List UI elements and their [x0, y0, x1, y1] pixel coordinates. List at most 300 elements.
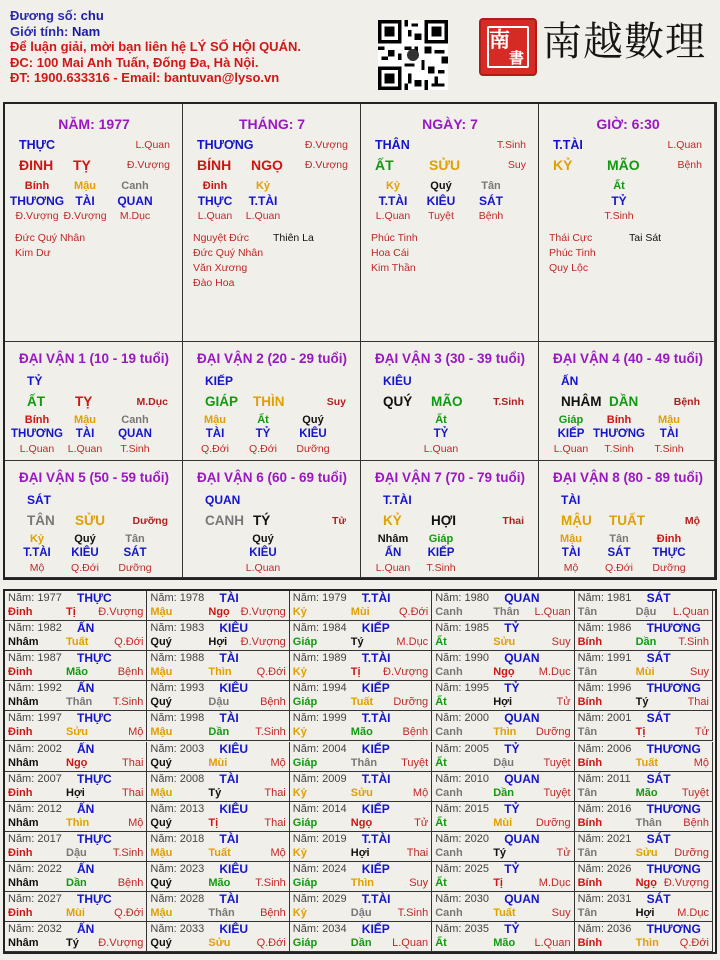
- year-cell[interactable]: [575, 651, 713, 681]
- year-label: Năm: 2029: [292, 893, 347, 905]
- year-stage: T.Sinh: [255, 876, 286, 889]
- year-ten-god: T.TÀI: [361, 892, 391, 906]
- year-branch: Thìn: [493, 726, 517, 739]
- dai-van-hidden-ten-god: KIẾP: [557, 428, 585, 440]
- earthly-branch: MÃO: [607, 157, 640, 173]
- year-stem: Canh: [435, 786, 463, 799]
- year-cell[interactable]: [432, 681, 574, 711]
- year-branch: Mùi: [350, 606, 370, 618]
- year-ten-god: KIÊU: [219, 861, 249, 876]
- dai-van-hidden-ten-god: THƯƠNG: [593, 428, 645, 440]
- year-cell[interactable]: [290, 892, 432, 922]
- pillar-title: THÁNG: 7: [238, 116, 306, 132]
- year-label: Năm: 2013: [150, 802, 205, 815]
- year-branch: Mão: [493, 937, 516, 950]
- year-label: Năm: 2015: [435, 802, 489, 815]
- dai-van-branch: TÝ: [253, 513, 271, 528]
- year-stage: Mộ: [270, 846, 286, 859]
- year-cell[interactable]: [290, 922, 432, 952]
- year-cell[interactable]: [432, 922, 574, 952]
- year-label: Năm: 1993: [150, 682, 205, 695]
- year-branch: Tị: [208, 816, 219, 829]
- year-stem: Canh: [435, 907, 463, 919]
- year-cell[interactable]: [575, 832, 713, 862]
- shen-sha-item: Quy Lộc: [549, 262, 589, 274]
- year-ten-god: SÁT: [646, 651, 671, 666]
- year-ten-god: KIẾP: [361, 801, 390, 816]
- dai-van-1: [5, 342, 183, 461]
- year-stem: Quý: [150, 816, 172, 829]
- year-ten-god: THỰC: [77, 771, 112, 786]
- branch-stage: Bệnh: [677, 159, 702, 171]
- year-cell[interactable]: [575, 591, 713, 621]
- year-stage: Thai: [121, 786, 144, 799]
- brand-title: 南越數理: [542, 19, 706, 65]
- dai-van-title: ĐẠI VẬN 6 (60 - 69 tuổi): [196, 470, 348, 485]
- year-cell[interactable]: [147, 802, 289, 832]
- year-cell[interactable]: [575, 772, 713, 802]
- year-cell[interactable]: [147, 711, 289, 741]
- year-ten-god: THỰC: [77, 831, 112, 846]
- dai-van-stem: MẬU: [561, 513, 592, 528]
- year-cell[interactable]: [575, 892, 713, 922]
- year-cell[interactable]: [575, 711, 713, 741]
- year-cell[interactable]: [147, 681, 289, 711]
- year-ten-god: T.TÀI: [361, 831, 391, 846]
- year-label: Năm: 2012: [8, 802, 62, 815]
- year-stage: Đ.Vượng: [98, 937, 144, 950]
- year-stem: Canh: [435, 666, 463, 679]
- year-branch: Ngọ: [350, 816, 373, 829]
- year-stage: Đ.Vượng: [98, 606, 144, 618]
- year-stem: Ất: [435, 937, 447, 950]
- gender-value: Nam: [71, 23, 101, 39]
- year-stage: T.Sinh: [678, 636, 709, 649]
- year-label: Năm: 1985: [435, 622, 489, 635]
- year-cell[interactable]: [432, 862, 574, 892]
- hidden-stem: Kỷ: [385, 180, 401, 192]
- earthly-branch: SỬU: [429, 157, 461, 173]
- year-branch: Sửu: [208, 937, 231, 950]
- year-label: Năm: 2007: [8, 772, 62, 785]
- shen-sha-item: Văn Xương: [193, 262, 248, 274]
- year-branch: Mùi: [66, 907, 85, 919]
- year-cell[interactable]: [290, 832, 432, 862]
- year-label: Năm: 2031: [577, 893, 632, 905]
- year-branch: Sửu: [66, 726, 89, 739]
- dai-van-hidden-stage: Dưỡng: [652, 562, 686, 574]
- year-cell[interactable]: [5, 922, 147, 952]
- hidden-stem: Bính: [24, 180, 50, 192]
- year-cell[interactable]: [290, 621, 432, 651]
- year-branch: Thân: [350, 756, 378, 769]
- year-cell[interactable]: [5, 651, 147, 681]
- year-label: Năm: 1986: [577, 622, 632, 635]
- dai-van-title: ĐẠI VẬN 5 (50 - 59 tuổi): [18, 470, 170, 485]
- year-cell[interactable]: [432, 802, 574, 832]
- year-cell[interactable]: [290, 591, 432, 621]
- year-label: Năm: 2014: [292, 802, 347, 815]
- pillar-2: [183, 104, 361, 342]
- phone-email-line[interactable]: ĐT: 1900.633316 - Email: bantuvan@lyso.vn: [10, 70, 280, 85]
- year-ten-god: KIÊU: [219, 801, 249, 816]
- dai-van-hidden-ten-god: KIÊU: [299, 428, 327, 440]
- year-branch: Hợi: [493, 696, 513, 709]
- year-branch: Mùi: [208, 756, 228, 769]
- pillar-title: GIỜ: 6:30: [596, 116, 660, 132]
- year-stage: Thai: [121, 756, 144, 769]
- year-label: Năm: 2036: [577, 923, 632, 936]
- year-stem: Ất: [435, 816, 447, 829]
- year-cell[interactable]: [432, 742, 574, 772]
- year-stage: Tuyệt: [401, 756, 429, 769]
- owner-label: Đương số:: [10, 8, 78, 23]
- year-branch: Tý: [350, 636, 364, 649]
- hidden-ten-god: THỰC: [197, 194, 233, 208]
- dai-van-stage: Suy: [326, 396, 346, 408]
- year-ten-god: SÁT: [646, 892, 671, 906]
- branch-stage: Đ.Vượng: [126, 159, 170, 171]
- year-cell[interactable]: [147, 862, 289, 892]
- year-stage: Dưỡng: [535, 816, 571, 829]
- year-stage: Bệnh: [117, 876, 144, 889]
- year-cell[interactable]: [575, 922, 713, 952]
- dai-van-title: ĐẠI VẬN 4 (40 - 49 tuổi): [552, 351, 704, 366]
- year-ten-god: T.TÀI: [361, 771, 391, 786]
- year-stage: Đ.Vượng: [240, 636, 286, 649]
- shen-sha-item: Nguyệt Đức: [193, 232, 250, 244]
- year-branch: Tị: [350, 666, 361, 679]
- dai-van-ten-god: TỶ: [27, 374, 43, 388]
- year-branch: Thân: [208, 907, 235, 919]
- year-label: Năm: 2006: [577, 742, 632, 755]
- year-ten-god: QUAN: [504, 831, 540, 846]
- year-ten-god: THỰC: [77, 591, 112, 605]
- year-ten-god: THƯƠNG: [646, 801, 701, 816]
- year-branch: Dậu: [208, 696, 230, 709]
- year-stem: Kỷ: [292, 666, 307, 679]
- year-branch: Dần: [208, 726, 230, 739]
- year-cell[interactable]: [432, 892, 574, 922]
- year-stage: Q.Đới: [114, 636, 144, 649]
- dai-van-hidden-stage: T.Sinh: [426, 562, 456, 574]
- hidden-stage: Đ.Vượng: [15, 210, 59, 222]
- year-cell[interactable]: [147, 591, 289, 621]
- year-stem: Ất: [435, 696, 447, 709]
- dai-van-hidden-ten-god: KIẾP: [427, 547, 455, 559]
- year-stem: Bính: [577, 756, 603, 769]
- year-stage: Bệnh: [402, 726, 429, 739]
- year-ten-god: KIÊU: [219, 681, 249, 696]
- year-cell[interactable]: [147, 651, 289, 681]
- year-label: Năm: 2021: [577, 832, 632, 845]
- year-ten-god: KIẾP: [361, 922, 390, 937]
- dai-van-hidden-ten-god: QUAN: [118, 428, 152, 440]
- year-stem: Tân: [577, 846, 598, 859]
- year-stem: Quý: [150, 937, 172, 950]
- year-cell[interactable]: [5, 591, 147, 621]
- year-ten-god: KIẾP: [361, 681, 390, 696]
- year-ten-god: ẤN: [77, 741, 95, 756]
- dai-van-hidden-stem: Tân: [609, 533, 629, 545]
- dai-van-hidden-ten-god: TÀI: [659, 428, 679, 440]
- year-stage: Tử: [414, 816, 429, 829]
- hidden-stem: Tân: [481, 180, 501, 192]
- year-label: Năm: 1987: [8, 652, 62, 665]
- year-branch: Ngọ: [66, 756, 88, 769]
- year-cell[interactable]: [575, 621, 713, 651]
- year-branch: Dậu: [350, 907, 372, 919]
- year-ten-god: THỰC: [77, 892, 112, 906]
- year-cell[interactable]: [5, 832, 147, 862]
- year-cell[interactable]: [5, 711, 147, 741]
- year-branch: Tuất: [208, 846, 231, 859]
- year-cell[interactable]: [432, 591, 574, 621]
- year-stem: Quý: [150, 636, 172, 649]
- hidden-ten-god: QUAN: [117, 194, 153, 208]
- year-ten-god: T.TÀI: [361, 711, 391, 726]
- year-cell[interactable]: [432, 711, 574, 741]
- dai-van-hidden-stem: Canh: [121, 414, 149, 426]
- year-cell[interactable]: [290, 742, 432, 772]
- year-stem: Đinh: [8, 786, 33, 799]
- dai-van-stage: Mộ: [684, 515, 700, 527]
- heavenly-stem: ĐINH: [19, 157, 54, 173]
- year-label: Năm: 2020: [435, 832, 489, 845]
- year-label: Năm: 2010: [435, 772, 489, 785]
- qr-code-icon[interactable]: [378, 20, 448, 90]
- year-stage: M.Dục: [396, 636, 429, 649]
- dai-van-stage: T.Sinh: [493, 396, 524, 408]
- year-label: Năm: 2034: [292, 923, 347, 936]
- year-stem: Nhâm: [8, 696, 39, 709]
- heavenly-stem: BÍNH: [197, 157, 232, 173]
- dai-van-hidden-stem: Quý: [302, 414, 324, 426]
- hidden-stage: M.Dục: [119, 210, 151, 222]
- hidden-stage: L.Quan: [197, 210, 233, 222]
- year-branch: Dậu: [66, 846, 87, 859]
- dai-van-hidden-ten-god: TỶ: [433, 428, 449, 440]
- year-ten-god: TỶ: [504, 621, 520, 636]
- year-stem: Mậu: [150, 907, 173, 919]
- year-cell[interactable]: [147, 832, 289, 862]
- pillar-1: [5, 104, 183, 342]
- earthly-branch: TỴ: [73, 157, 91, 173]
- year-stage: T.Sinh: [112, 846, 144, 859]
- year-label: Năm: 2027: [8, 893, 62, 905]
- year-branch: Tị: [66, 606, 76, 618]
- year-cell[interactable]: [290, 772, 432, 802]
- gender-label: Giới tính:: [10, 23, 69, 39]
- year-label: Năm: 2025: [435, 862, 489, 875]
- pillar-title: NGÀY: 7: [422, 116, 478, 132]
- year-cell[interactable]: [5, 802, 147, 832]
- year-ten-god: THƯƠNG: [646, 741, 701, 756]
- dai-van-hidden-stage: L.Quan: [375, 562, 411, 574]
- year-ten-god: SÁT: [646, 831, 671, 846]
- dai-van-4: [539, 342, 715, 461]
- year-stem: Canh: [435, 846, 463, 859]
- year-cell[interactable]: [147, 621, 289, 651]
- year-ten-god: THƯƠNG: [646, 621, 701, 636]
- year-ten-god: TỶ: [504, 861, 520, 876]
- year-label: Năm: 2016: [577, 802, 632, 815]
- dai-van-hidden-ten-god: TÀI: [561, 547, 581, 559]
- dai-van-branch: DẦN: [609, 394, 639, 409]
- year-label: Năm: 1989: [292, 652, 347, 665]
- year-cell[interactable]: [290, 711, 432, 741]
- year-cell[interactable]: [432, 621, 574, 651]
- year-label: Năm: 2033: [150, 923, 205, 936]
- dai-van-hidden-stem: Mậu: [560, 533, 582, 545]
- year-branch: Ngọ: [635, 876, 657, 889]
- year-stem: Bính: [577, 696, 603, 709]
- year-stage: Đ.Vượng: [663, 876, 709, 889]
- year-label: Năm: 1979: [292, 592, 347, 604]
- year-ten-god: THƯƠNG: [646, 681, 701, 696]
- year-stage: L.Quan: [672, 606, 709, 618]
- dai-van-stem: QUÝ: [383, 394, 413, 409]
- year-stem: Giáp: [292, 876, 318, 889]
- earthly-branch: NGỌ: [251, 157, 283, 173]
- year-cell[interactable]: [147, 922, 289, 952]
- year-label: Năm: 2023: [150, 862, 205, 875]
- year-stage: Thai: [406, 846, 429, 859]
- year-stem: Kỷ: [292, 846, 307, 859]
- hidden-stage: T.Sinh: [604, 210, 634, 222]
- shen-sha-item: Đức Quý Nhân: [193, 247, 264, 259]
- year-label: Năm: 1998: [150, 712, 205, 725]
- year-stage: Suy: [690, 666, 709, 679]
- year-cell[interactable]: [147, 742, 289, 772]
- year-branch: Hợi: [66, 786, 85, 799]
- year-cell[interactable]: [432, 772, 574, 802]
- year-cell[interactable]: [290, 681, 432, 711]
- year-stem: Ất: [435, 636, 447, 649]
- dai-van-hidden-stem: Tân: [125, 533, 145, 545]
- year-cell[interactable]: [575, 681, 713, 711]
- year-stage: Bệnh: [260, 696, 286, 709]
- heavenly-stem: ẤT: [375, 157, 394, 173]
- year-cell[interactable]: [147, 772, 289, 802]
- annual-luck-table: [3, 589, 717, 954]
- year-ten-god: TÀI: [219, 771, 239, 786]
- year-stage: Bệnh: [117, 666, 144, 679]
- year-cell[interactable]: [5, 742, 147, 772]
- year-label: Năm: 2005: [435, 742, 489, 755]
- year-label: Năm: 1992: [8, 682, 62, 695]
- year-stage: M.Dục: [677, 907, 709, 919]
- year-stage: T.Sinh: [112, 696, 144, 709]
- year-stem: Mậu: [150, 846, 173, 859]
- year-stem: Quý: [150, 756, 172, 769]
- year-cell[interactable]: [5, 892, 147, 922]
- year-label: Năm: 2024: [292, 862, 347, 875]
- hidden-ten-god: SÁT: [479, 194, 503, 208]
- dai-van-ten-god: QUAN: [205, 493, 241, 507]
- dai-van-hidden-stage: Dưỡng: [118, 562, 152, 574]
- year-stage: Tuyệt: [681, 786, 709, 799]
- year-stage: Tử: [556, 696, 571, 709]
- year-branch: Ngọ: [493, 666, 515, 679]
- year-cell[interactable]: [5, 681, 147, 711]
- dai-van-branch: THÌN: [253, 394, 285, 409]
- year-cell[interactable]: [5, 621, 147, 651]
- hidden-ten-god: T.TÀI: [378, 194, 408, 208]
- year-ten-god: TỶ: [504, 801, 520, 816]
- dai-van-8: [539, 461, 715, 578]
- year-cell[interactable]: [147, 892, 289, 922]
- dai-van-hidden-stem: Đinh: [656, 533, 682, 545]
- year-ten-god: KIẾP: [361, 621, 390, 636]
- year-stage: Bệnh: [260, 907, 286, 919]
- dai-van-hidden-ten-god: ẤN: [384, 547, 402, 559]
- dai-van-hidden-stem: Ất: [257, 414, 269, 426]
- year-label: Năm: 2028: [150, 893, 205, 905]
- year-label: Năm: 2002: [8, 742, 62, 755]
- year-stem: Giáp: [292, 937, 318, 950]
- year-ten-god: KIÊU: [219, 922, 249, 937]
- year-cell[interactable]: [575, 802, 713, 832]
- year-stage: L.Quan: [392, 937, 429, 950]
- year-stem: Quý: [150, 696, 172, 709]
- year-stem: Ất: [435, 756, 447, 769]
- year-stage: Thai: [264, 786, 286, 799]
- year-stage: Dưỡng: [393, 696, 429, 709]
- shen-sha-item: Phúc Tinh: [549, 247, 596, 259]
- year-stem: Đinh: [8, 907, 33, 919]
- year-branch: Tuất: [635, 756, 658, 769]
- year-stem: Đinh: [8, 726, 33, 739]
- year-cell[interactable]: [290, 802, 432, 832]
- year-stem: Bính: [577, 636, 603, 649]
- year-label: Năm: 1983: [150, 622, 205, 635]
- year-stem: Kỷ: [292, 907, 307, 919]
- year-stage: Q.Đới: [679, 937, 709, 950]
- year-ten-god: SÁT: [646, 591, 671, 605]
- year-stage: Q.Đới: [398, 606, 429, 618]
- dai-van-hidden-ten-god: KIÊU: [71, 547, 99, 559]
- pillar-star-right: T.Sinh: [496, 139, 526, 151]
- year-stage: Thai: [687, 696, 709, 709]
- year-stage: M.Dục: [538, 876, 571, 889]
- year-cell[interactable]: [432, 832, 574, 862]
- year-cell[interactable]: [5, 772, 147, 802]
- year-cell[interactable]: [575, 742, 713, 772]
- year-cell[interactable]: [290, 651, 432, 681]
- dai-van-title: ĐẠI VẬN 3 (30 - 39 tuổi): [374, 351, 526, 366]
- year-cell[interactable]: [290, 862, 432, 892]
- dai-van-6: [183, 461, 361, 578]
- year-stem: Canh: [435, 726, 463, 739]
- year-stem: Kỷ: [292, 726, 307, 739]
- dai-van-hidden-ten-god: T.TÀI: [23, 547, 51, 559]
- year-cell[interactable]: [575, 862, 713, 892]
- dai-van-hidden-stage: L.Quan: [19, 443, 55, 455]
- dai-van-hidden-stage: L.Quan: [423, 443, 459, 455]
- address-line: ĐC: 100 Mai Anh Tuấn, Đống Đa, Hà Nội.: [10, 54, 259, 70]
- year-branch: Mão: [350, 726, 373, 739]
- year-label: Năm: 2022: [8, 862, 62, 875]
- year-stem: Tân: [577, 786, 598, 799]
- year-ten-god: TÀI: [219, 591, 239, 605]
- year-label: Năm: 2003: [150, 742, 205, 755]
- year-cell[interactable]: [5, 862, 147, 892]
- year-label: Năm: 2001: [577, 712, 632, 725]
- year-cell[interactable]: [432, 651, 574, 681]
- year-label: Năm: 2008: [150, 772, 205, 785]
- year-branch: Mão: [66, 666, 88, 679]
